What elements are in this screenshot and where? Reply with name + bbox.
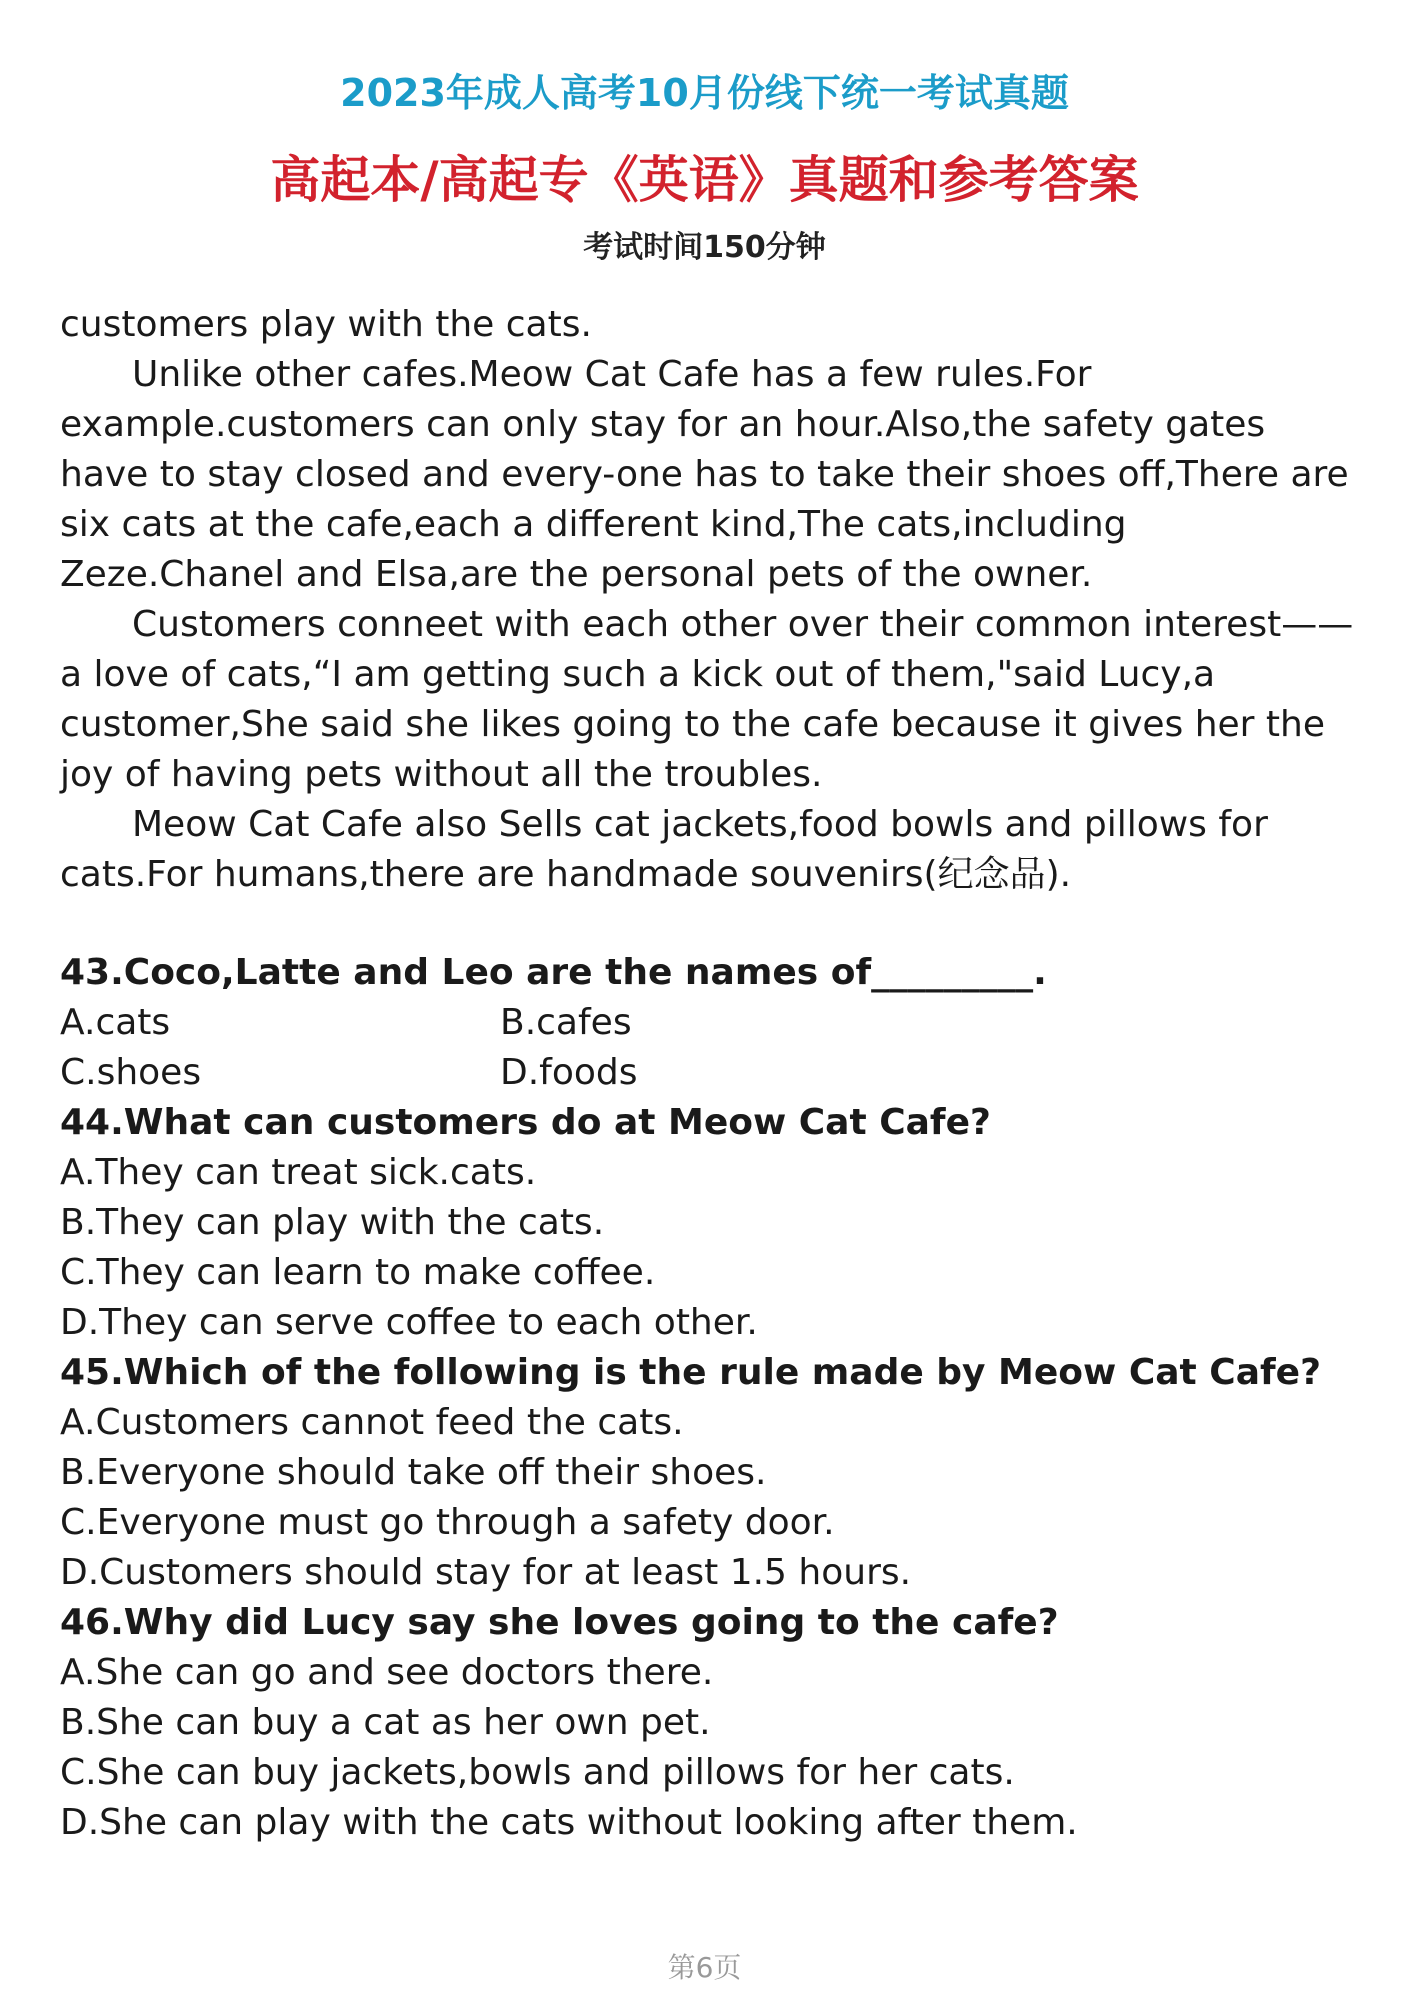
option-a: A.cats [60,1002,171,1043]
option-a: A.They can treat sick.cats. [60,1152,537,1193]
passage-paragraph: Unlike other cafes.Meow Cat Cafe has a few rules.For example.customers can only stay for an hour.Also,the safety gates have to stay closed and every-one has to take their shoes off,There are six cats at the cafe,each a different kind,The cats,including Zeze.Chanel and Elsa,are the personal pets of the owner. [60,354,1349,595]
option-c: C.They can learn to make coffee. [60,1252,656,1293]
option-d: D.foods [500,1052,638,1093]
option-d: D.They can serve coffee to each other. [60,1302,758,1343]
option-c: C.She can buy jackets,bowls and pillows for her cats. [60,1752,1015,1793]
page-number: 第6页 [667,1951,742,1984]
option-a: A.Customers cannot feed the cats. [60,1402,684,1443]
question-stem: 43.Coco,Latte and Leo are the names of_________. [60,952,1047,993]
option-a: A.She can go and see doctors there. [60,1652,714,1693]
question-stem: 46.Why did Lucy say she loves going to the cafe? [60,1602,1059,1643]
option-b: B.She can buy a cat as her own pet. [60,1702,711,1743]
passage-paragraph: Meow Cat Cafe also Sells cat jackets,food bowls and pillows for cats.For humans,there are handmade souvenirs(纪念品). [60,804,1268,895]
option-b: B.They can play with the cats. [60,1202,605,1243]
option-d: D.Customers should stay for at least 1.5 hours. [60,1552,912,1593]
document-body [60,300,1360,1848]
question-stem: 45.Which of the following is the rule made by Meow Cat Cafe? [60,1352,1321,1393]
question-44 [60,1098,1360,1348]
option-b: B.cafes [500,1002,632,1043]
option-c: C.Everyone must go through a safety door. [60,1502,835,1543]
question-46 [60,1598,1360,1848]
question-43 [60,948,1360,1098]
option-d: D.She can play with the cats without looking after them. [60,1802,1078,1843]
option-c: C.shoes [60,1052,202,1093]
exam-title: 2023年成人高考10月份线下统一考试真题 [340,71,1069,115]
passage-paragraph: customers play with the cats. [60,304,592,345]
question-45 [60,1348,1360,1598]
exam-subtitle: 高起本/高起专《英语》真题和参考答案 [270,151,1139,209]
passage-paragraph: Customers conneet with each other over their common interest——a love of cats,“I am getting such a kick out of them,"said Lucy,a customer,She said she likes going to the cafe because it gives her the joy of having pets without all the troubles. [60,604,1354,795]
question-stem: 44.What can customers do at Meow Cat Cafe? [60,1102,991,1143]
option-b: B.Everyone should take off their shoes. [60,1452,767,1493]
exam-duration: 考试时间150分钟 [583,230,826,265]
